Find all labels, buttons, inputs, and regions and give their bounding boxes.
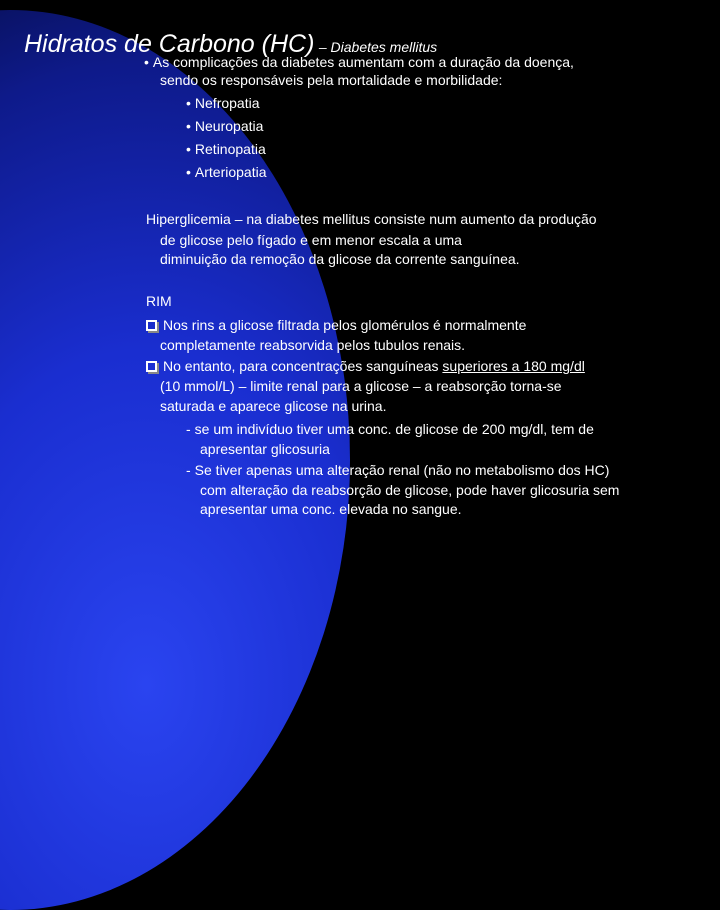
hyperglycemia-line-2: de glicose pelo fígado e em menor escala a uma xyxy=(160,232,462,248)
dash-bullet-icon: - xyxy=(186,462,191,478)
title-main: Hidratos de Carbono (HC) xyxy=(24,30,315,58)
list-item: • Neuropatia xyxy=(186,118,264,134)
bullet-icon: • xyxy=(144,54,149,70)
rim-paragraph-1: Nos rins a glicose filtrada pelos glomérulos é normalmente xyxy=(146,317,526,333)
bullet-icon: • xyxy=(186,95,191,111)
rim-paragraph-2-line-3: saturada e aparece glicose na urina. xyxy=(160,398,387,414)
complications-intro-1: • As complicações da diabetes aumentam com a duração da doença, xyxy=(144,54,574,70)
hyperglycemia-line-1: Hiperglicemia – na diabetes mellitus consiste num aumento da produção xyxy=(146,211,597,227)
checkbox-bullet-icon xyxy=(146,361,157,372)
checkbox-bullet-icon xyxy=(146,320,157,331)
bullet-icon: • xyxy=(186,141,191,157)
bullet-icon: • xyxy=(186,164,191,180)
sub-item-2-line-2: com alteração da reabsorção de glicose, pode haver glicosuria sem xyxy=(200,482,620,498)
rim-paragraph-2: No entanto, para concentrações sanguíneas superiores a 180 mg/dl xyxy=(146,358,585,374)
bullet-icon: • xyxy=(186,118,191,134)
sub-item-1: - se um indivíduo tiver uma conc. de glicose de 200 mg/dl, tem de xyxy=(186,421,594,437)
threshold-text: superiores a 180 mg/dl xyxy=(442,358,585,374)
title-sub: – Diabetes mellitus xyxy=(318,39,438,55)
list-item: • Nefropatia xyxy=(186,95,260,111)
sub-item-1-line-2: apresentar glicosuria xyxy=(200,441,330,457)
list-item: • Arteriopatia xyxy=(186,164,267,180)
complications-intro-2: sendo os responsáveis pela mortalidade e morbilidade: xyxy=(160,72,503,88)
sub-item-2-line-3: apresentar uma conc. elevada no sangue. xyxy=(200,501,462,517)
hyperglycemia-line-3: diminuição da remoção da glicose da corrente sanguínea. xyxy=(160,251,520,267)
sub-item-2: - Se tiver apenas uma alteração renal (não no metabolismo dos HC) xyxy=(186,462,610,478)
rim-paragraph-1-line-2: completamente reabsorvida pelos tubulos renais. xyxy=(160,337,466,353)
rim-heading: RIM xyxy=(146,293,172,309)
dash-bullet-icon: - xyxy=(186,421,191,437)
list-item: • Retinopatia xyxy=(186,141,266,157)
rim-paragraph-2-line-2: (10 mmol/L) – limite renal para a glicose – a reabsorção torna-se xyxy=(160,378,562,394)
